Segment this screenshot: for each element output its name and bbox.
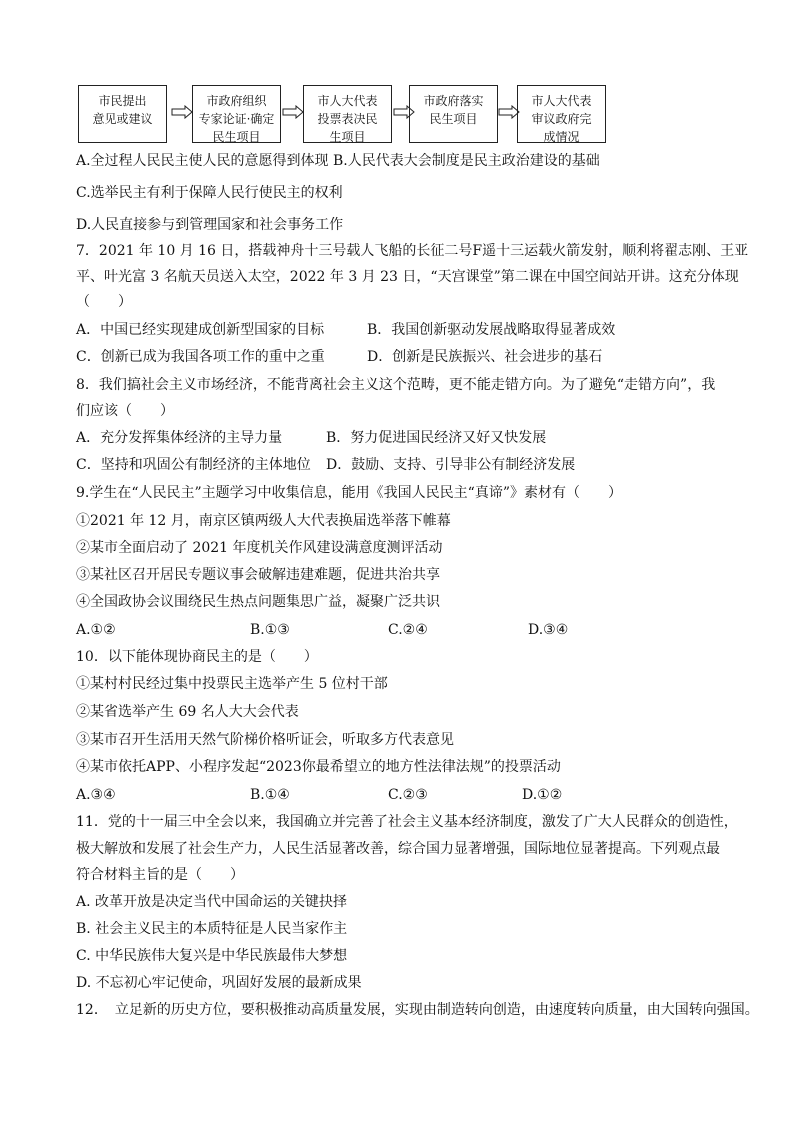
q7-option-d: D．创新是民族振兴、社会进步的基石 [367,349,603,365]
q9-item-1: ①2021 年 12 月，南京区镇两级人大代表换届选举落下帷幕 [76,513,451,529]
q10-option-b: B.①④ [250,787,290,803]
flow-box-3-line2: 投票表决民 [317,112,378,126]
flow-box-5-line1: 市人大代表 [531,94,592,108]
q9-item-3: ③某社区召开居民专题议事会破解违建难题，促进共治共享 [76,567,440,583]
q8-stem-line1: 8．我们搞社会主义市场经济，不能背离社会主义这个范畴，更不能走错方向。为了避免“走错方向”，我 [76,377,716,393]
q6-option-c: C.选举民主有利于保障人民行使民主的权利 [76,185,343,201]
q10-item-3: ③某市召开生活用天然气阶梯价格听证会，听取多方代表意见 [76,732,454,748]
q11-stem-line3: 符合材料主旨的是（ ） [76,867,244,883]
flow-box-5-line2: 审议政府完 [531,112,592,126]
q10-option-c: C.②③ [388,787,428,803]
q6-option-d: D.人民直接参与到管理国家和社会事务工作 [76,217,344,233]
q8-option-c: C．坚持和巩固公有制经济的主体地位 [76,457,311,473]
flow-box-5-line3: 成情况 [543,130,580,143]
q9-stem: 9.学生在“人民民主”主题学习中收集信息，能用《我国人民民主“真谛”》素材有（ ） [76,485,622,501]
q10-item-1: ①某村村民经过集中投票民主选举产生 5 位村干部 [76,676,388,692]
q11-option-c: C. 中华民族伟大复兴是中华民族最伟大梦想 [76,948,348,964]
q12-stem-line1: 12． 立足新的历史方位，要积极推动高质量发展，实现由制造转向创造，由速度转向质量，由大国转向强国。 [76,1002,759,1018]
q11-option-b: B. 社会主义民主的本质特征是人民当家作主 [76,921,348,937]
q7-option-b: B．我国创新驱动发展战略取得显著成效 [367,322,616,338]
flow-box-2 [192,85,281,143]
flow-box-2-line1: 市政府组织 [206,94,267,108]
q8-option-b: B．努力促进国民经济又好又快发展 [326,430,547,446]
flow-box-3 [303,85,392,143]
q8-stem-line2: 们应该（ ） [76,403,174,419]
flow-box-2-line2: 专家论证·确定 [198,112,275,126]
q9-option-c: C.②④ [388,622,428,638]
flow-box-4 [409,85,498,143]
q7-stem-line2: 平、叶光富 3 名航天员送入太空，2022 年 3 月 23 日，“天宫课堂”第二课在中国空间站开讲。这充分体现 [76,269,739,285]
flow-box-4-line2: 民生项目 [429,112,478,126]
q11-stem-line2: 极大解放和发展了社会生产力，人民生活显著改善，综合国力显著增强，国际地位显著提高。下列观点最 [76,841,720,857]
q6-option-ab: A.全过程人民民主使人民的意愿得到体现 B.人民代表大会制度是民主政治建设的基础 [76,153,600,169]
q9-item-4: ④全国政协会议围绕民生热点问题集思广益，凝聚广泛共识 [76,594,440,610]
flow-arrow-icon [282,105,304,119]
flow-box-3-line3: 生项目 [329,130,366,143]
q10-item-4: ④某市依托APP、小程序发起“2023你最希望立的地方性法律法规”的投票活动 [76,759,561,775]
q11-option-a: A. 改革开放是决定当代中国命运的关键抉择 [76,894,348,910]
q9-option-d: D.③④ [528,622,569,638]
process-flowchart [78,85,718,143]
flow-arrow-icon [171,105,193,119]
flow-box-3-line1: 市人大代表 [317,94,378,108]
flow-box-5 [517,85,606,143]
flow-box-1-line2: 意见或建议 [92,112,153,126]
flow-box-2-line3: 民生项目 [212,130,261,143]
q8-option-d: D．鼓励、支持、引导非公有制经济发展 [326,457,576,473]
q11-stem-line1: 11．党的十一届三中全会以来，我国确立并完善了社会主义基本经济制度，激发了广大人民群众的创造性， [76,814,738,830]
q10-stem: 10．以下能体现协商民主的是（ ） [76,649,318,665]
q7-option-c: C．创新已成为我国各项工作的重中之重 [76,349,325,365]
q7-stem-line1: 7．2021 年 10 月 16 日，搭载神舟十三号载人飞船的长征二号F遥十三运载火箭发射，顺利将翟志刚、王亚 [76,243,749,259]
flow-box-1 [78,85,167,143]
q8-option-a: A．充分发挥集体经济的主导力量 [76,430,283,446]
q9-option-a: A.①② [76,622,116,638]
q7-option-a: A．中国已经实现建成创新型国家的目标 [76,322,325,338]
q10-option-a: A.③④ [76,787,116,803]
q10-item-2: ②某省选举产生 69 名人大大会代表 [76,704,299,720]
flow-box-4-line1: 市政府落实 [423,94,484,108]
q9-item-2: ②某市全面启动了 2021 年度机关作风建设满意度测评活动 [76,540,443,556]
q9-option-b: B.①③ [250,622,290,638]
q11-option-d: D. 不忘初心牢记使命，巩固好发展的最新成果 [76,975,362,991]
q10-option-d: D.①② [522,787,563,803]
flow-box-1-line1: 市民提出 [98,94,147,108]
q7-answer-bracket: （ ） [76,294,132,310]
